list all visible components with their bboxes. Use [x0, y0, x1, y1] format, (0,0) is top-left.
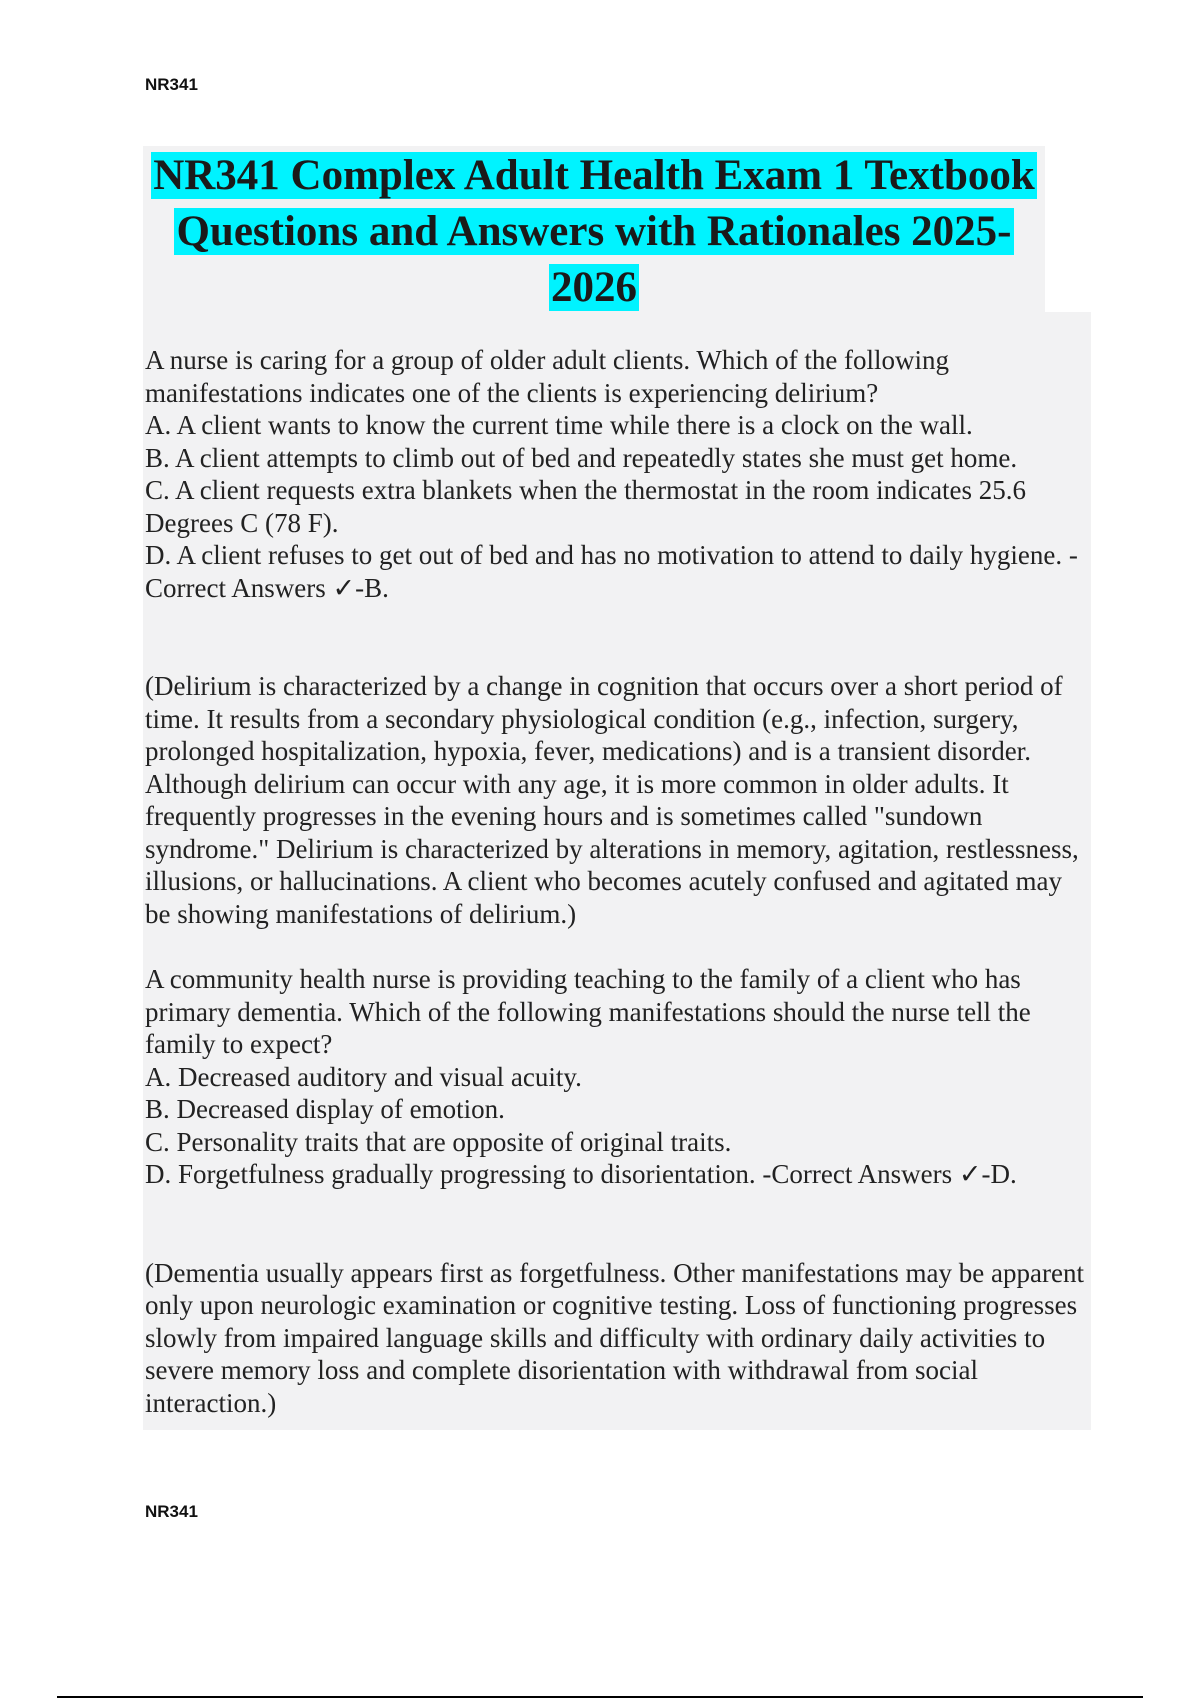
page-bottom-rule [57, 1696, 1143, 1698]
question-2-option-c: C. Personality traits that are opposite of original traits. [145, 1126, 732, 1157]
page-header-label: NR341 [145, 75, 198, 94]
question-2-option-b: B. Decreased display of emotion. [145, 1094, 505, 1124]
question-2-option-a: A. Decreased auditory and visual acuity. [145, 1061, 582, 1092]
document-title [143, 148, 1045, 316]
spacer [145, 1191, 1085, 1257]
title-highlight: NR341 Complex Adult Health Exam 1 Textbook Questions and Answers with Rationales 2025-2026 [153, 152, 1035, 311]
spacer [145, 604, 1085, 670]
question-1-option-d: D. A client refuses to get out of bed and has no motivation to attend to daily hygiene. -Correct Answers ✓-B. [145, 540, 1078, 603]
question-1-option-a: A. A client wants to know the current time while there is a clock on the wall. [145, 410, 973, 440]
question-1-stem: A nurse is caring for a group of older adult clients. Which of the following manifestations indicates one of the clients is experiencing delirium? [145, 345, 950, 408]
spacer [145, 930, 1085, 963]
question-2-stem: A community health nurse is providing teaching to the family of a client who has primary dementia. Which of the following manifestations should the nurse tell the family to expect? [145, 964, 1031, 1059]
question-2-rationale: (Dementia usually appears first as forgetfulness. Other manifestations may be apparent only upon neurologic examination or cognitive testing. Loss of functioning progresses slowly from impaired language skills and difficulty with ordinary daily activities to severe memory loss and complete disorientation with withdrawal from social interaction.) [145, 1257, 1084, 1418]
question-2-option-d: D. Forgetfulness gradually progressing to disorientation. -Correct Answers ✓-D. [145, 1159, 1017, 1189]
question-1-option-b: B. A client attempts to climb out of bed and repeatedly states she must get home. [145, 442, 1018, 473]
question-1-option-c: C. A client requests extra blankets when the thermostat in the room indicates 25.6 Degrees C (78 F). [145, 475, 1027, 538]
question-content [145, 344, 1085, 1419]
question-1-rationale: (Delirium is characterized by a change in cognition that occurs over a short period of time. It results from a secondary physiological condition (e.g., infection, surgery, prolonged hospitalization, hypoxia, fever, medications) and is a transient disorder. Although delirium can occur with any age, it is more common in older adults. It frequently progresses in the evening hours and is sometimes called "sundown syndrome." Delirium is characterized by alterations in memory, agitation, restlessness, illusions, or hallucinations. A client who becomes acutely confused and agitated may be showing manifestations of delirium.) [145, 671, 1079, 929]
page-footer-label: NR341 [145, 1502, 198, 1521]
